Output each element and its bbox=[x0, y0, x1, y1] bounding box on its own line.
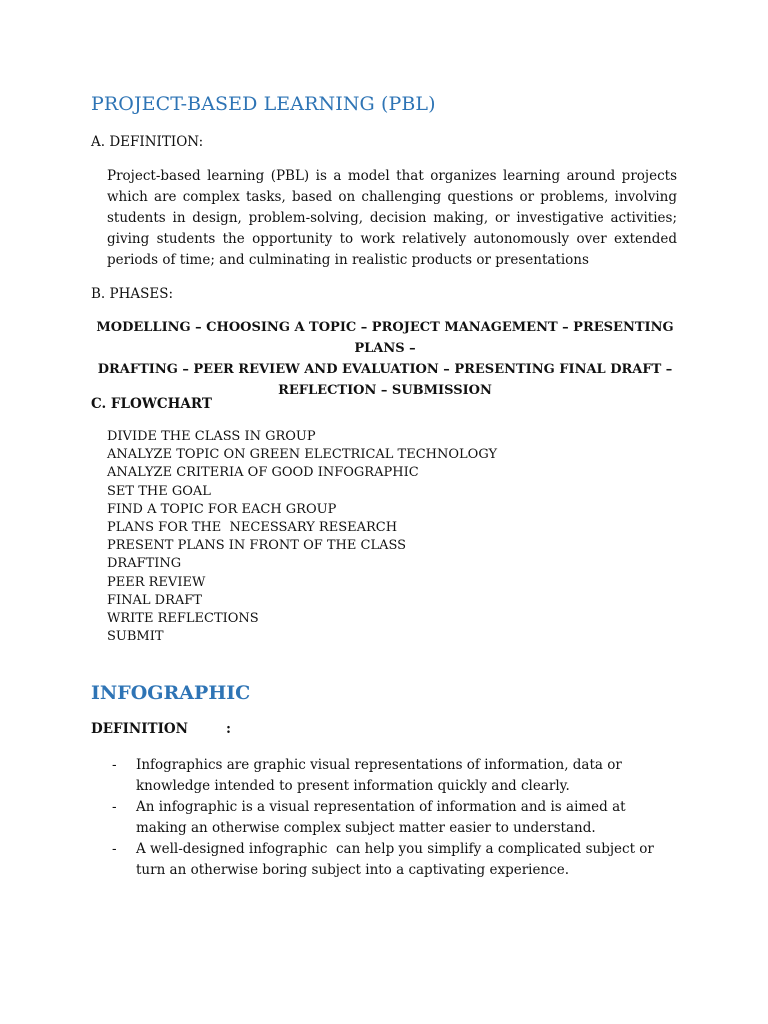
phases-line: REFLECTION – SUBMISSION bbox=[278, 383, 492, 398]
flowchart-step: SUBMIT bbox=[107, 629, 164, 645]
flowchart-step: ANALYZE CRITERIA OF GOOD INFOGRAPHIC bbox=[107, 465, 419, 481]
flowchart-step: ANALYZE TOPIC ON GREEN ELECTRICAL TECHNOLOGY bbox=[107, 447, 498, 463]
phases-text bbox=[80, 317, 690, 401]
pbl-title: PROJECT-BASED LEARNING (PBL) bbox=[91, 93, 436, 115]
flowchart-step: SET THE GOAL bbox=[107, 483, 211, 499]
flowchart-step: PEER REVIEW bbox=[107, 574, 206, 590]
bullet-text: Infographics are graphic visual representations of information, data or knowledge intended to present information quickly and clearly. bbox=[136, 757, 622, 794]
flowchart-step: FINAL DRAFT bbox=[107, 592, 202, 608]
phases-heading: B. PHASES: bbox=[91, 286, 174, 302]
list-item bbox=[110, 839, 680, 881]
bullet-dash: - bbox=[112, 757, 117, 773]
flowchart-step: FIND A TOPIC FOR EACH GROUP bbox=[107, 501, 337, 517]
phases-line: MODELLING – CHOOSING A TOPIC – PROJECT MANAGEMENT – PRESENTING PLANS – bbox=[96, 320, 674, 356]
flowchart-steps-list bbox=[107, 428, 497, 646]
flowchart-step: DRAFTING bbox=[107, 556, 182, 572]
bullet-text: A well-designed infographic can help you simplify a complicated subject or turn an otherwise boring subject into a captivating experience. bbox=[136, 841, 659, 878]
bullet-dash: - bbox=[112, 841, 117, 857]
infographic-definition-label: DEFINITION bbox=[91, 721, 189, 737]
infographic-definition-list bbox=[110, 755, 680, 881]
flowchart-step: PLANS FOR THE NECESSARY RESEARCH bbox=[107, 520, 398, 536]
definition-heading: A. DEFINITION: bbox=[91, 134, 204, 150]
pbl-definition-paragraph: Project-based learning (PBL) is a model that organizes learning around projects which are complex tasks, based on challenging questions or problems, involving students in design, problem-solving, decision making, or investigative activities; giving students the opportunity to work relatively autonomously over extended periods of time; and culminating in realistic products or presentations bbox=[107, 168, 677, 268]
flowchart-step: PRESENT PLANS IN FRONT OF THE CLASS bbox=[107, 538, 407, 554]
infographic-definition-colon: : bbox=[226, 721, 231, 737]
phases-line: DRAFTING – PEER REVIEW AND EVALUATION – PRESENTING FINAL DRAFT – bbox=[97, 362, 673, 377]
flowchart-heading: C. FLOWCHART bbox=[91, 396, 212, 412]
bullet-dash: - bbox=[112, 799, 117, 815]
bullet-text: An infographic is a visual representation of information and is aimed at making an otherwise complex subject matter easier to understand. bbox=[136, 799, 626, 836]
list-item bbox=[110, 755, 680, 797]
flowchart-step: WRITE REFLECTIONS bbox=[107, 611, 259, 627]
infographic-title: INFOGRAPHIC bbox=[91, 682, 251, 704]
flowchart-step: DIVIDE THE CLASS IN GROUP bbox=[107, 429, 316, 444]
list-item bbox=[110, 797, 680, 839]
